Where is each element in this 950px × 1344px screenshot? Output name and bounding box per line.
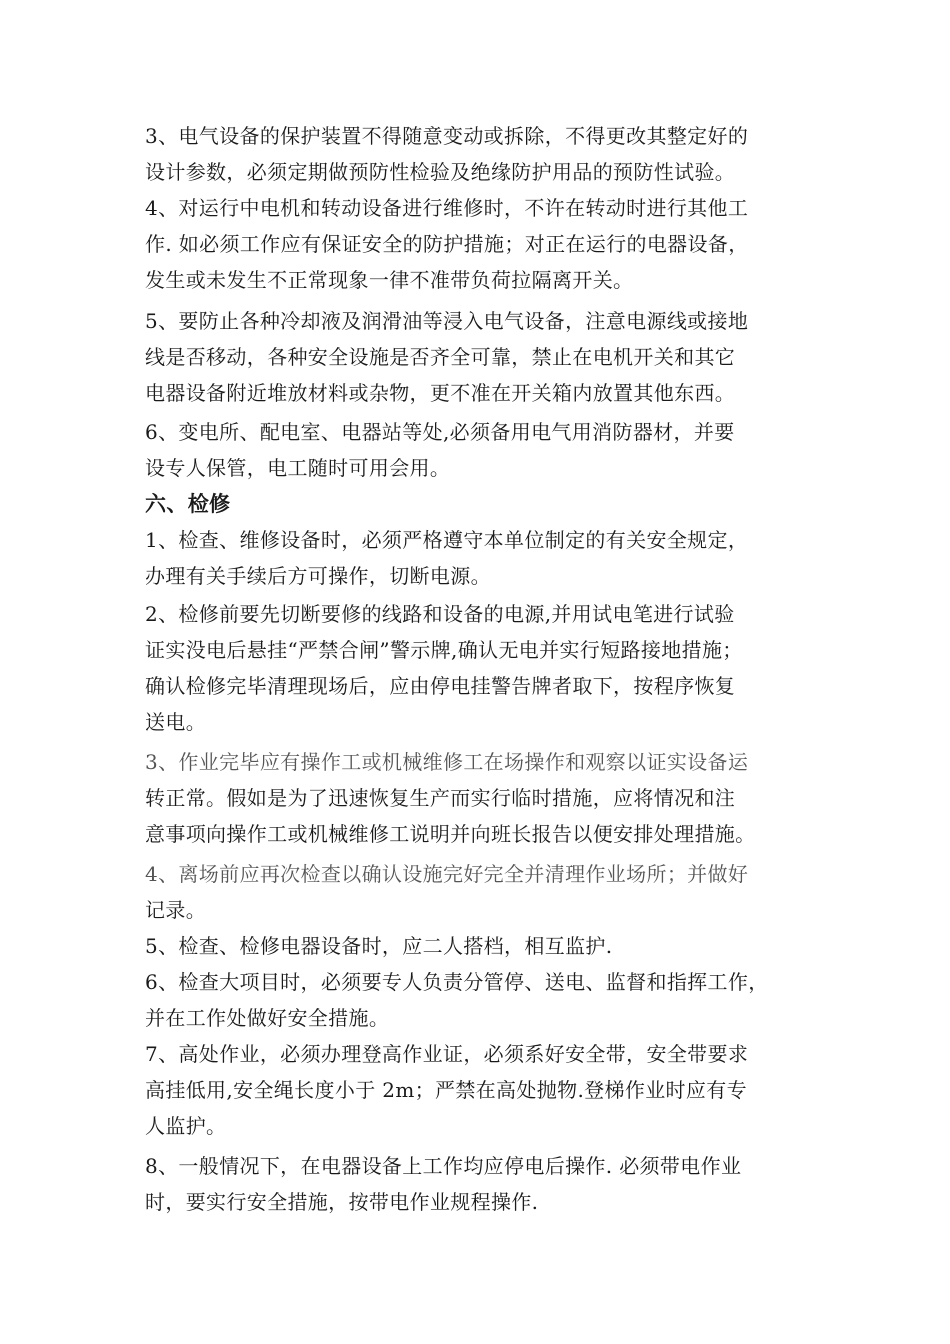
text-line: 4、离场前应再次检查以确认设施完好完全并清理作业场所；并做好 <box>145 862 749 886</box>
text-line: 5、要防止各种冷却液及润滑油等浸入电气设备，注意电源线或接地 <box>145 309 749 333</box>
text-line: 办理有关手续后方可操作，切断电源。 <box>145 564 491 588</box>
text-line: 8、一般情况下，在电器设备上工作均应停电后操作. 必须带电作业 <box>145 1154 742 1178</box>
text-line: 意事项向操作工或机械维修工说明并向班长报告以便安排处理措施。 <box>145 822 756 846</box>
text-line: 设专人保管，电工随时可用会用。 <box>145 456 451 480</box>
text-line: 作. 如必须工作应有保证安全的防护措施；对正在运行的电器设备， <box>145 232 749 256</box>
text-line: 电器设备附近堆放材料或杂物，更不准在开关箱内放置其他东西。 <box>145 381 736 405</box>
text-line: 3、作业完毕应有操作工或机械维修工在场操作和观察以证实设备运 <box>145 750 749 774</box>
text-line: 并在工作处做好安全措施。 <box>145 1006 390 1030</box>
text-line: 6、检查大项目时，必须要专人负责分管停、送电、监督和指挥工作， <box>145 970 769 994</box>
text-line: 设计参数，必须定期做预防性检验及绝缘防护用品的预防性试验。 <box>145 160 736 184</box>
text-line: 5、检查、检修电器设备时，应二人搭档，相互监护. <box>145 934 613 958</box>
text-line: 4、对运行中电机和转动设备进行维修时，不许在转动时进行其他工 <box>145 196 749 220</box>
section-heading: 六、检修 <box>145 491 231 516</box>
text-line: 转正常。假如是为了迅速恢复生产而实行临时措施，应将情况和注 <box>145 786 736 810</box>
text-line: 6、变电所、配电室、电器站等处,必须备用电气用消防器材，并要 <box>145 420 735 444</box>
text-line: 记录。 <box>145 898 207 922</box>
text-line: 高挂低用,安全绳长度小于 2m；严禁在高处抛物.登梯作业时应有专 <box>145 1078 747 1102</box>
text-line: 人监护。 <box>145 1114 227 1138</box>
text-line: 发生或未发生不正常现象一律不准带负荷拉隔离开关。 <box>145 268 634 292</box>
text-line: 确认检修完毕清理现场后，应由停电挂警告牌者取下，按程序恢复 <box>145 674 736 698</box>
text-line: 送电。 <box>145 710 207 734</box>
text-line: 2、检修前要先切断要修的线路和设备的电源,并用试电笔进行试验 <box>145 602 735 626</box>
text-line: 3、电气设备的保护装置不得随意变动或拆除，不得更改其整定好的 <box>145 124 749 148</box>
text-line: 1、检查、维修设备时，必须严格遵守本单位制定的有关安全规定， <box>145 528 749 552</box>
text-line: 线是否移动，各种安全设施是否齐全可靠，禁止在电机开关和其它 <box>145 345 736 369</box>
text-line: 证实没电后悬挂“严禁合闸”警示牌,确认无电并实行短路接地措施； <box>145 638 743 662</box>
text-line: 7、高处作业，必须办理登高作业证，必须系好安全带，安全带要求 <box>145 1042 749 1066</box>
text-line: 时，要实行安全措施，按带电作业规程操作. <box>145 1190 539 1214</box>
